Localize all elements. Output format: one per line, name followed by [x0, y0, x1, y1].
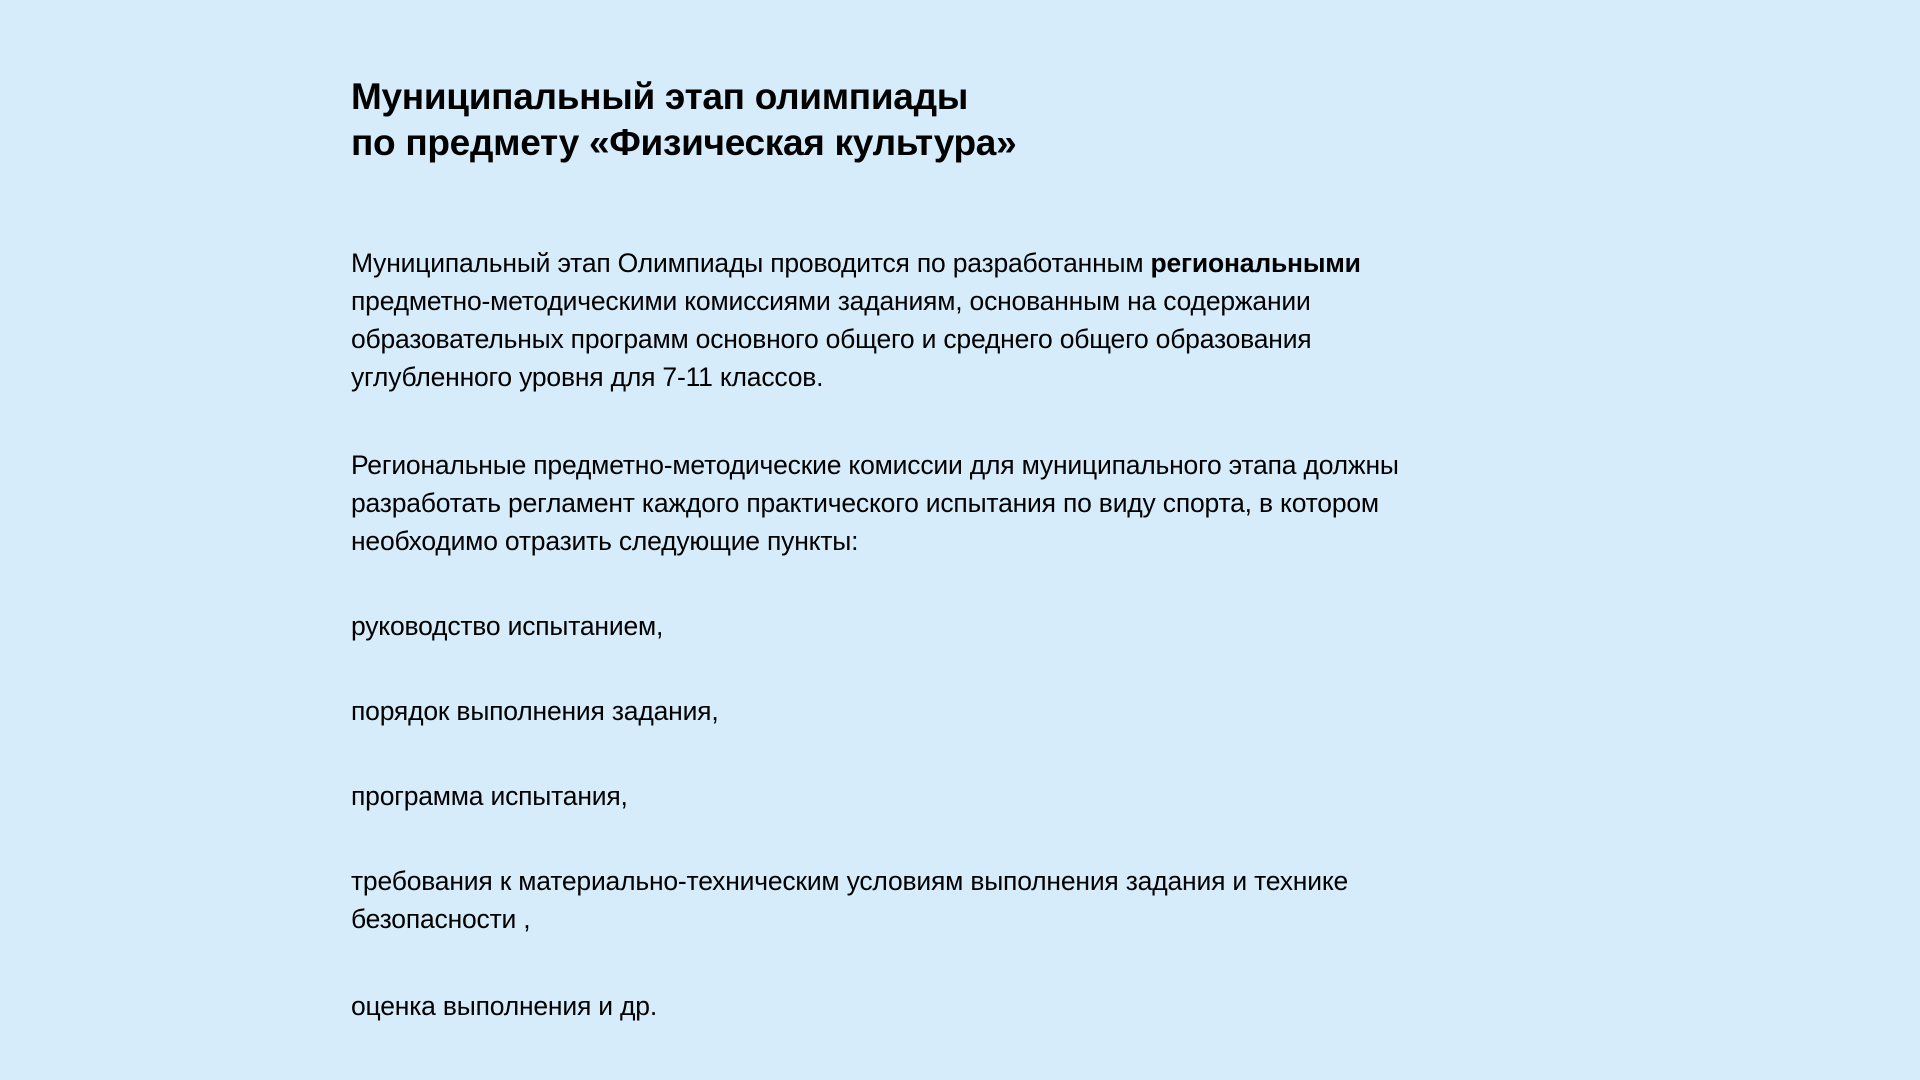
- list-item-evaluation: оценка выполнения и др.: [351, 991, 658, 1021]
- paragraph-1-line-4: углубленного уровня для 7-11 классов.: [351, 362, 824, 392]
- title-line-2: по предмету «Физическая культура»: [351, 122, 1017, 163]
- slide-title: [351, 74, 1651, 166]
- list-item-test-program: программа испытания,: [351, 781, 628, 811]
- title-line-1: Муниципальный этап олимпиады: [351, 76, 969, 117]
- paragraph-1-line-1-text: Муниципальный этап Олимпиады проводится по разработанным: [351, 248, 1151, 278]
- paragraph-1-line-1: [351, 244, 1651, 282]
- list-item-requirements-line-2: безопасности ,: [351, 904, 531, 934]
- list-item-task-procedure: порядок выполнения задания,: [351, 696, 719, 726]
- paragraph-municipal-stage: [351, 244, 1651, 396]
- paragraph-2-line-2: разработать регламент каждого практического испытания по виду спорта, в котором: [351, 488, 1379, 518]
- paragraph-1-line-3: образовательных программ основного общего и среднего общего образования: [351, 324, 1312, 354]
- paragraph-regional-commissions: [351, 446, 1651, 560]
- paragraph-1-bold-word: региональными: [1150, 248, 1361, 278]
- list-item-test-management: руководство испытанием,: [351, 611, 664, 641]
- paragraph-2-line-1: Региональные предметно-методические комиссии для муниципального этапа должны: [351, 450, 1399, 480]
- list-item-requirements: [351, 862, 1651, 938]
- list-item-requirements-line-1: требования к материально-техническим условиям выполнения задания и технике: [351, 866, 1349, 896]
- paragraph-2-line-3: необходимо отразить следующие пункты:: [351, 526, 859, 556]
- paragraph-1-line-2: предметно-методическими комиссиями заданиям, основанным на содержании: [351, 286, 1311, 316]
